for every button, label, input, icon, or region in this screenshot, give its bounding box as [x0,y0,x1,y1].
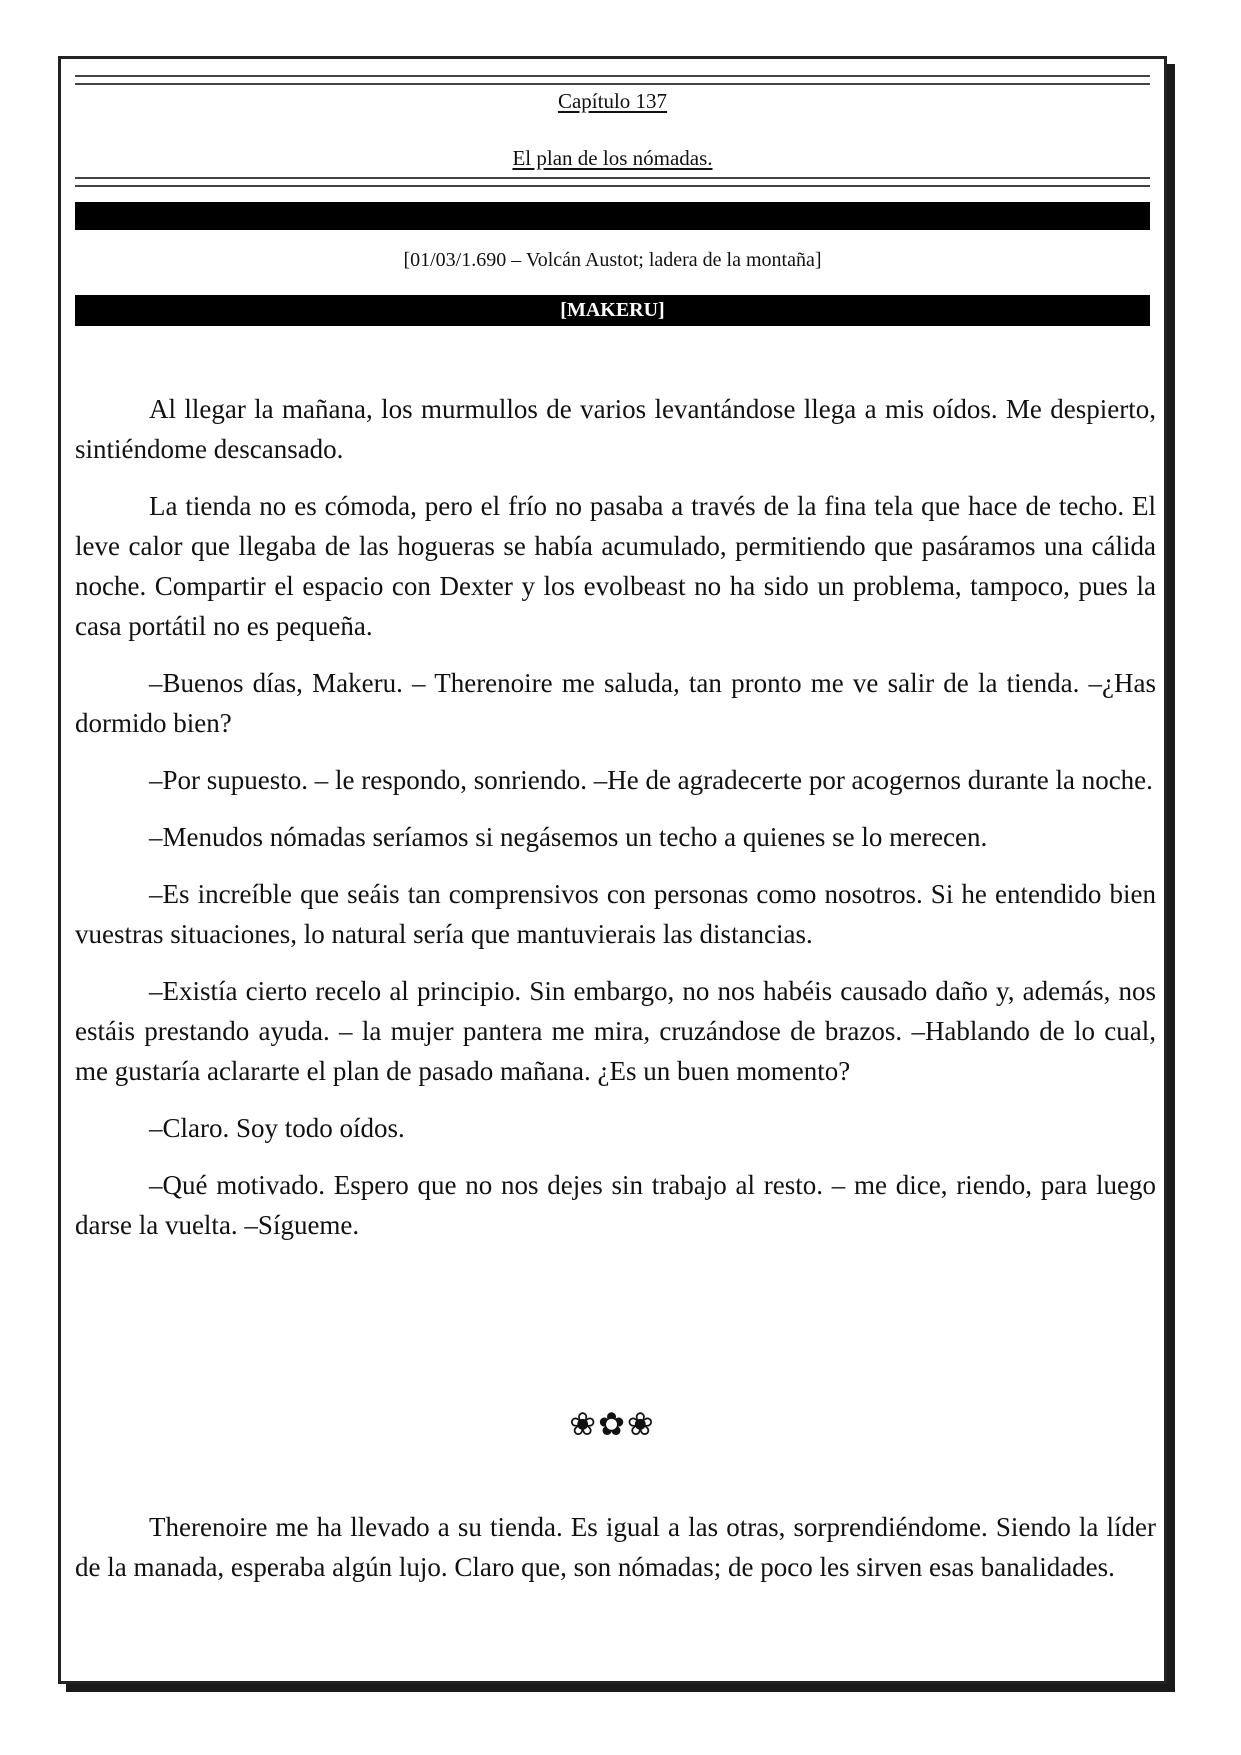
paragraph: La tienda no es cómoda, pero el frío no pasaba a través de la fina tela que hace de techo. El leve calor que llegaba de las hogueras se había acumulado, permitiendo que pasáramos una cálida noche. Compartir el espacio con Dexter y los evolbeast no ha sido un problema, tampoco, pues la casa portátil no es pequeña. [75,491,1156,641]
black-separator-band [75,202,1150,230]
page-frame [58,56,1167,1684]
paragraph: –Qué motivado. Espero que no nos dejes sin trabajo al resto. – me dice, riendo, para luego darse la vuelta. –Sígueme. [75,1170,1156,1240]
top-double-rule [75,75,1150,85]
paragraph: –Por supuesto. – le respondo, sonriendo. –He de agradecerte por acogernos durante la noche. [149,765,1153,795]
paragraph: –Existía cierto recelo al principio. Sin embargo, no nos habéis causado daño y, además, nos estáis prestando ayuda. – la mujer pantera me mira, cruzándose de brazos. –Hablando de lo cual, me gustaría aclararte el plan de pasado mañana. ¿Es un buen momento? [75,976,1156,1086]
header-bottom-double-rule [75,177,1150,187]
paragraph: –Buenos días, Makeru. – Therenoire me saluda, tan pronto me ve salir de la tienda. –¿Has dormido bien? [75,668,1156,738]
pov-character-bar: [MAKERU] [75,295,1150,326]
paragraph: Al llegar la mañana, los murmullos de varios levantándose llega a mis oídos. Me despierto, sintiéndome descansado. [75,394,1156,464]
scene-location: [01/03/1.690 – Volcán Austot; ladera de la montaña] [403,249,822,271]
paragraph: –Menudos nómadas seríamos si negásemos un techo a quienes se lo merecen. [149,822,988,852]
body-text [75,389,1156,1262]
chapter-subtitle: El plan de los nómadas. [512,146,713,170]
paragraph: –Es increíble que seáis tan comprensivos con personas como nosotros. Si he entendido bien vuestras situaciones, lo natural sería que mantuvierais las distancias. [75,879,1156,949]
paragraph: Therenoire me ha llevado a su tienda. Es igual a las otras, sorprendiéndome. Siendo la líder de la manada, esperaba algún lujo. Claro que, son nómadas; de poco les sirven esas banalidades. [75,1512,1156,1582]
chapter-title: Capítulo 137 [557,89,668,113]
body-text-after-divider [75,1507,1156,1587]
flower-divider: ❀✿❀ [569,1405,656,1443]
paragraph: –Claro. Soy todo oídos. [149,1113,405,1143]
